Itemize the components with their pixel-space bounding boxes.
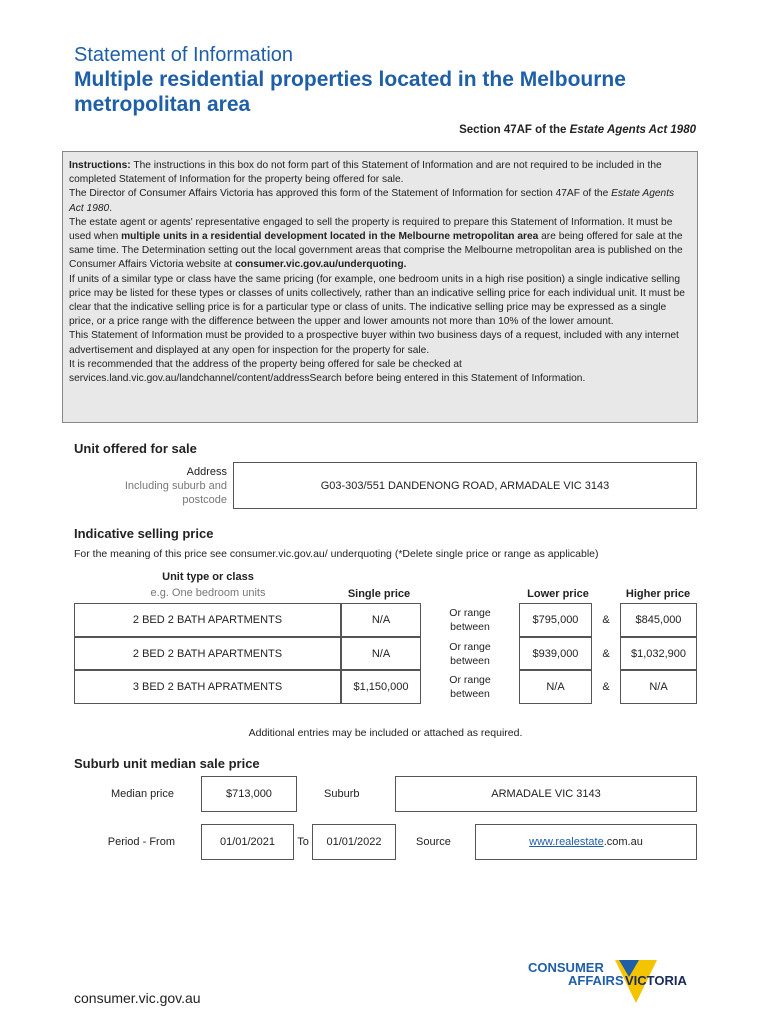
source-label: Source bbox=[416, 836, 451, 848]
section-reference: Section 47AF of the Estate Agents Act 1980 bbox=[459, 124, 696, 136]
instructions-p6: It is recommended that the address of the property being offered for sale be checked at services.land.vic.gov.au/landchannel/content/addressSearch before being entered in this Statement of Information. bbox=[69, 358, 586, 385]
price-table bbox=[74, 603, 697, 704]
source-link[interactable]: www.realestate bbox=[529, 836, 604, 848]
instructions-p1: The instructions in this box do not form part of this Statement of Information and are not required to be included in the completed Statement of Information for the property being offered for sale. bbox=[69, 160, 662, 186]
col-type-header: Unit type or class bbox=[162, 571, 254, 583]
row2-ampersand: & bbox=[602, 647, 610, 660]
suburb-field[interactable]: ARMADALE VIC 3143 bbox=[395, 776, 697, 812]
row2-type[interactable]: 2 BED 2 BATH APARTMENTS bbox=[74, 637, 341, 670]
instructions-p5: This Statement of Information must be provided to a prospective buyer within two business days of a request, included with any internet advertisement and displayed at any open for inspection for the property for sale. bbox=[69, 330, 679, 356]
row3-type[interactable]: 3 BED 2 BATH APRATMENTS bbox=[74, 670, 341, 704]
median-price-field[interactable]: $713,000 bbox=[201, 776, 297, 812]
address-label-block bbox=[120, 465, 227, 507]
col-type-hint: e.g. One bedroom units bbox=[150, 587, 266, 599]
median-price-label: Median price bbox=[111, 788, 174, 800]
underquoting-link[interactable]: consumer.vic.gov.au/underquoting. bbox=[235, 259, 407, 271]
row3-single-price[interactable]: $1,150,000 bbox=[341, 670, 421, 704]
row3-higher-price[interactable]: N/A bbox=[620, 670, 697, 704]
row2-lower-price[interactable]: $939,000 bbox=[519, 637, 592, 670]
row1-range-label: Or range between bbox=[449, 607, 491, 633]
row1-higher-price[interactable]: $845,000 bbox=[620, 603, 697, 637]
period-to-field[interactable]: 01/01/2022 bbox=[312, 824, 396, 860]
source-field[interactable] bbox=[475, 824, 697, 860]
source-domain: .com.au bbox=[603, 836, 643, 848]
logo-victoria: VICTORIA bbox=[625, 973, 687, 988]
instructions-p4: If units of a similar type or class have the same pricing (for example, one bedroom units in a high rise position) a single indicative selling price may be listed for these types or classes of units collectively, rather than an indicative selling price for each individual unit. It must be clear that the indicative selling price is for a particular type or class of units. The indicative selling price may be expressed as a single price, or a price range with the difference between the upper and lower amounts not more than 10% of the lower amount. bbox=[69, 273, 685, 328]
additional-entries-note: Additional entries may be included or attached as required. bbox=[248, 727, 523, 739]
period-from-label: Period - From bbox=[107, 836, 175, 848]
row2-higher-price[interactable]: $1,032,900 bbox=[620, 637, 697, 670]
instructions-label: Instructions: bbox=[69, 160, 131, 171]
row3-ampersand: & bbox=[602, 681, 610, 693]
instructions-p3: The estate agent or agents' representative engaged to sell the property is required to prepare this Statement of Information. It must be used when bbox=[69, 216, 673, 243]
row1-single-price[interactable]: N/A bbox=[341, 603, 421, 637]
instructions-p2: The Director of Consumer Affairs Victoria has approved this form of the Statement of Information for section 47AF of the bbox=[69, 188, 612, 200]
indicative-note: For the meaning of this price see consumer.vic.gov.au/ underquoting (*Delete single price or range as applicable) bbox=[74, 548, 599, 560]
row1-type[interactable]: 2 BED 2 BATH APARTMENTS bbox=[74, 603, 341, 637]
consumer-affairs-logo bbox=[527, 957, 707, 1007]
row2-single-price[interactable]: N/A bbox=[341, 637, 421, 670]
period-from-field[interactable]: 01/01/2021 bbox=[201, 824, 294, 860]
period-to-label: To bbox=[297, 836, 309, 848]
address-hint-2: postcode bbox=[182, 494, 227, 506]
suburb-label: Suburb bbox=[324, 788, 360, 800]
instructions-box: Instructions: The instructions in this box do not form part of this Statement of Information and are not required to be included in the completed Statement of Information for the property being offered for sale. The Director of Consumer Affairs Victoria has approved this form of the Statement of Information for section 47AF of the Estate Agents Act 1980. The estate agent or agents' representative engaged to sell the property is required to prepare this Statement of Information. It must be used when multiple units in a residential development located in the Melbourne metropolitan area are being offered for sale at the same time. The Determination setting out the local government areas that comprise the Melbourne metropolitan area is published on the Consumer Affairs Victoria website at consumer.vic.gov.au/underquoting. If units of a similar type or class have the same pricing (for example, one bedroom units in a high rise position) a single indicative selling price may be listed for these types or classes of units collectively, rather than an indicative selling price for each individual unit. It must be clear that the indicative selling price is for a particular type or class of units. The indicative selling price may be expressed as a single price, or a price range with the difference between the upper and lower amounts not more than 10% of the lower amount. This Statement of Information must be provided to a prospective buyer within two business days of a request, included with any internet advertisement and displayed at any open for inspection for the property for sale. It is recommended that the address of the property being offered for sale be checked at services.land.vic.gov.au/landchannel/content/addressSearch before being entered in this Statement of Information. bbox=[62, 151, 698, 423]
logo-consumer: CONSUMER bbox=[528, 960, 604, 975]
address-label: Address bbox=[186, 466, 227, 478]
row3-range-label: Or range between bbox=[449, 674, 491, 700]
indicative-price-heading: Indicative selling price bbox=[74, 526, 214, 541]
row2-range-label: Or range between bbox=[449, 640, 491, 667]
footer-url: consumer.vic.gov.au bbox=[74, 990, 201, 1006]
col-single-header: Single price bbox=[347, 588, 411, 600]
page-title: Multiple residential properties located in the Melbourne metropolitan area bbox=[74, 68, 626, 116]
form-subtitle: Statement of Information bbox=[74, 44, 294, 66]
address-hint: Including suburb and bbox=[124, 480, 227, 492]
median-heading: Suburb unit median sale price bbox=[74, 756, 260, 771]
unit-offered-heading: Unit offered for sale bbox=[74, 441, 197, 456]
row3-lower-price[interactable]: N/A bbox=[519, 670, 592, 704]
col-higher-header: Higher price bbox=[625, 588, 691, 600]
logo-affairs: AFFAIRS bbox=[568, 973, 624, 988]
address-field[interactable]: G03-303/551 DANDENONG ROAD, ARMADALE VIC 3143 bbox=[233, 462, 697, 509]
row1-ampersand: & bbox=[602, 614, 610, 626]
row1-lower-price[interactable]: $795,000 bbox=[519, 603, 592, 637]
col-lower-header: Lower price bbox=[527, 588, 589, 600]
